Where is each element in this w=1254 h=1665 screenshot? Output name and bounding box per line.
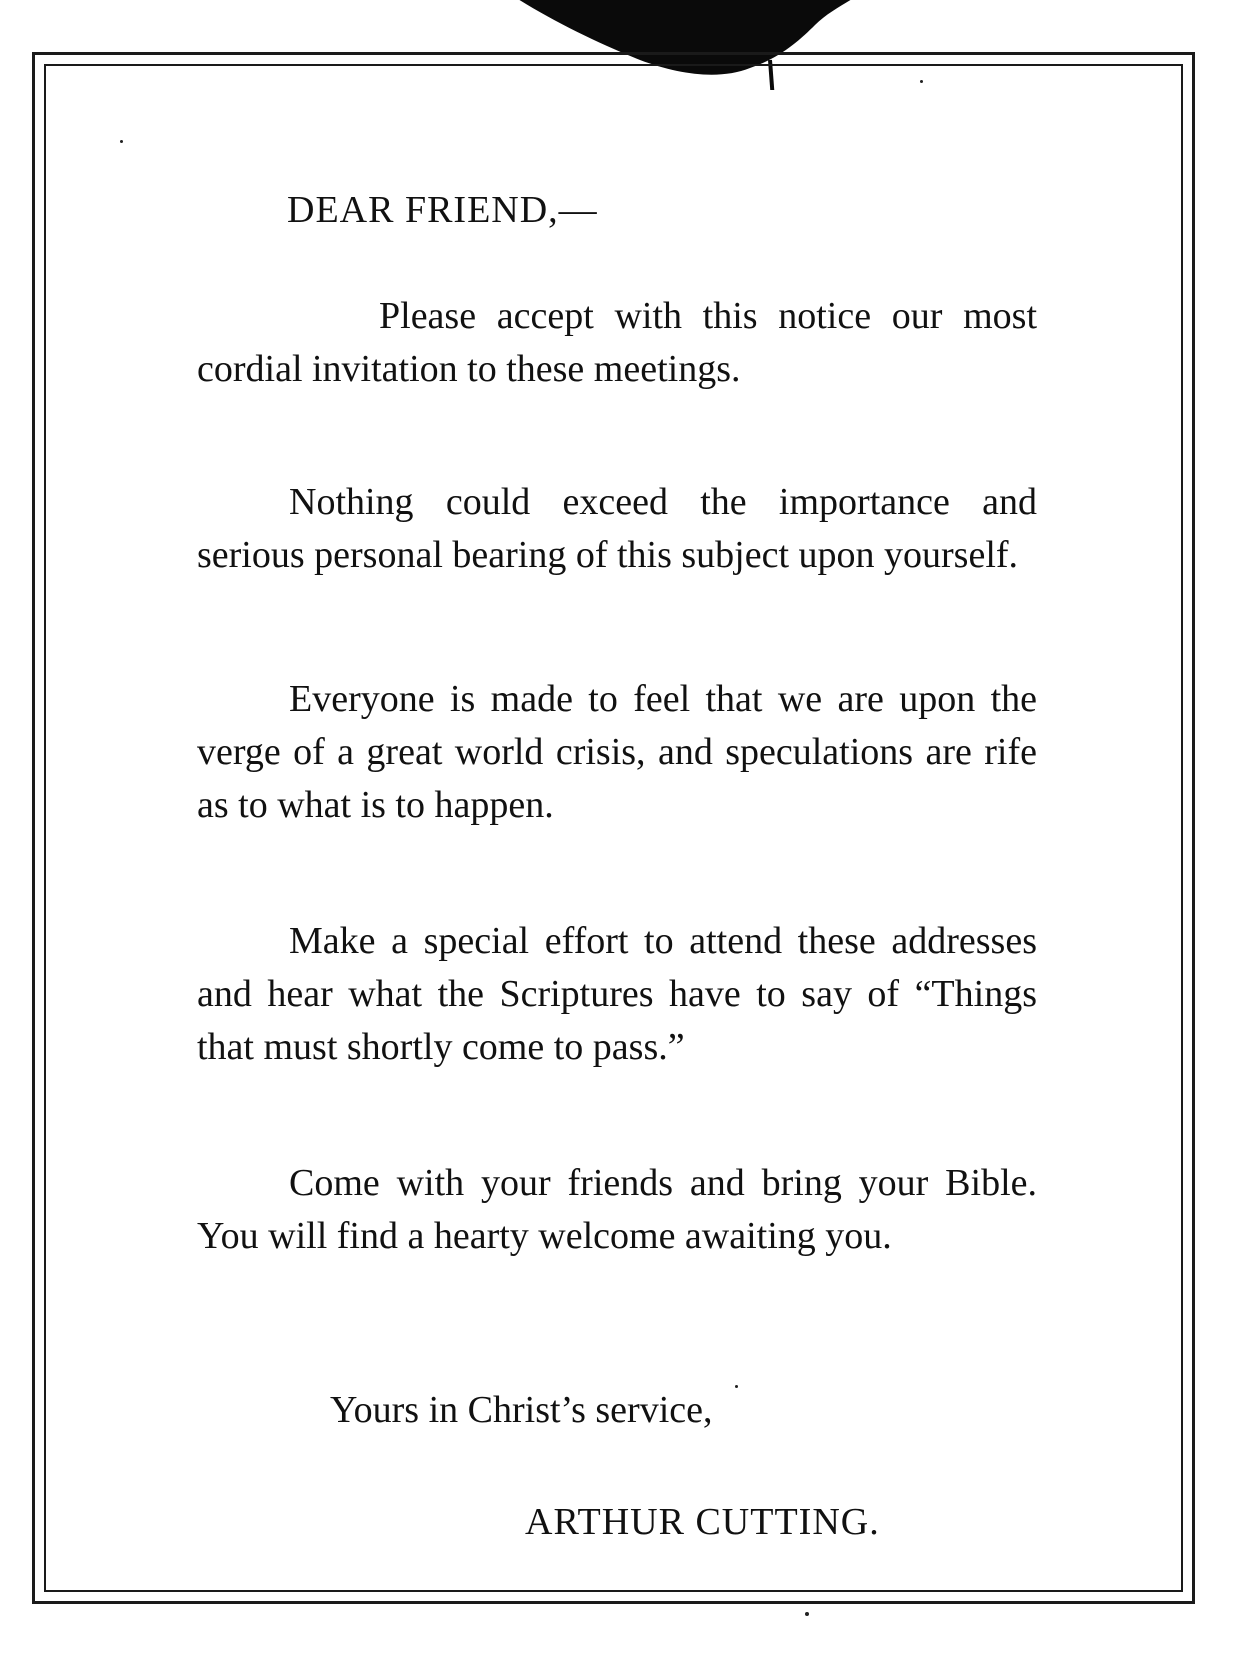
paragraph-invitation: Please accept with this notice our most cordial invitation to these meetings. xyxy=(197,295,1037,390)
closing: Yours in Christ’s service, xyxy=(330,1389,713,1431)
ink-speck xyxy=(120,140,123,143)
ink-speck xyxy=(805,1612,809,1616)
ink-speck xyxy=(920,80,923,83)
salutation: DEAR FRIEND,— xyxy=(287,189,598,231)
paragraph-special-effort: Make a special effort to attend these addresses and hear what the Scriptures have to say of “Things that must shortly come to pass.” xyxy=(197,920,1037,1068)
ink-speck xyxy=(735,1385,738,1388)
paragraph-world-crisis: Everyone is made to feel that we are upon the verge of a great world crisis, and speculations are rife as to what is to happen. xyxy=(197,678,1037,826)
paragraph-welcome: Come with your friends and bring your Bible. You will find a hearty welcome awaiting you. xyxy=(197,1162,1037,1257)
paragraph-importance: Nothing could exceed the importance and serious personal bearing of this subject upon yourself. xyxy=(197,481,1037,576)
signature-name: ARTHUR CUTTING. xyxy=(525,1501,880,1543)
